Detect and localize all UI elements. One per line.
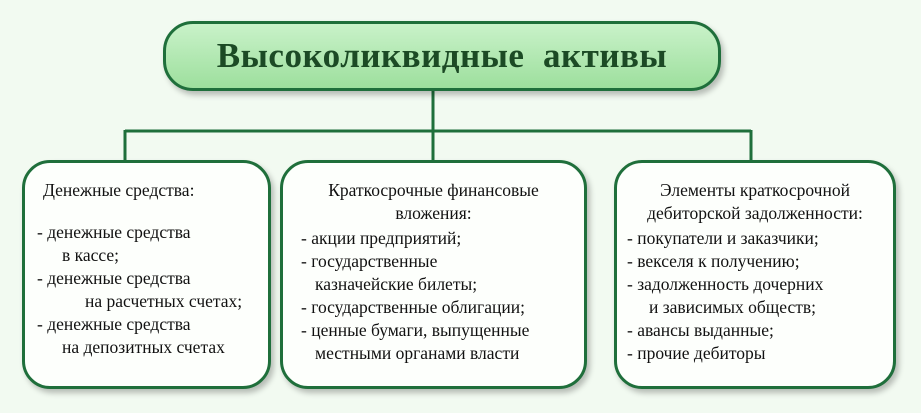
heading-line: дебиторской задолженности: (647, 203, 863, 223)
list-item-continuation: в кассе; (62, 245, 120, 265)
heading-line: Краткосрочные финансовые (328, 180, 539, 200)
box-heading (283, 179, 584, 225)
box-cash (22, 160, 271, 389)
heading-line: Элементы краткосрочной (660, 180, 850, 200)
box-heading (25, 179, 268, 202)
list-item: - векселя к получению; (627, 251, 800, 271)
list-item: - государственные (301, 251, 438, 271)
box-heading (617, 179, 893, 225)
list-item: - задолженность дочерних (627, 274, 824, 294)
heading-line: вложения: (395, 203, 472, 223)
item-list (25, 221, 268, 359)
list-item-continuation: местными органами власти (315, 343, 520, 363)
list-item: - денежные средства (37, 222, 191, 242)
list-item: - авансы выданные; (627, 320, 774, 340)
list-item: - покупатели и заказчики; (627, 228, 819, 248)
item-list (283, 227, 584, 365)
list-item: - денежные средства (37, 268, 191, 288)
list-item-continuation: на расчетных счетах; (85, 291, 243, 311)
heading-line: Денежные средства: (43, 180, 195, 200)
list-item: - прочие дебиторы (627, 343, 766, 363)
list-item-continuation: на депозитных счетах (62, 337, 225, 357)
list-item-continuation: и зависимых обществ; (649, 297, 817, 317)
list-item: - акции предприятий; (301, 228, 462, 248)
list-item: - денежные средства (37, 314, 191, 334)
list-item: - государственные облигации; (301, 297, 525, 317)
item-list (617, 227, 893, 365)
box-receivables (614, 160, 896, 389)
box-short-term-investments (280, 160, 587, 389)
diagram-title: Высоколиквидные активы (216, 36, 668, 75)
list-item-continuation: казначейские билеты; (315, 274, 478, 294)
list-item: - ценные бумаги, выпущенные (301, 320, 530, 340)
title-node (163, 21, 721, 91)
